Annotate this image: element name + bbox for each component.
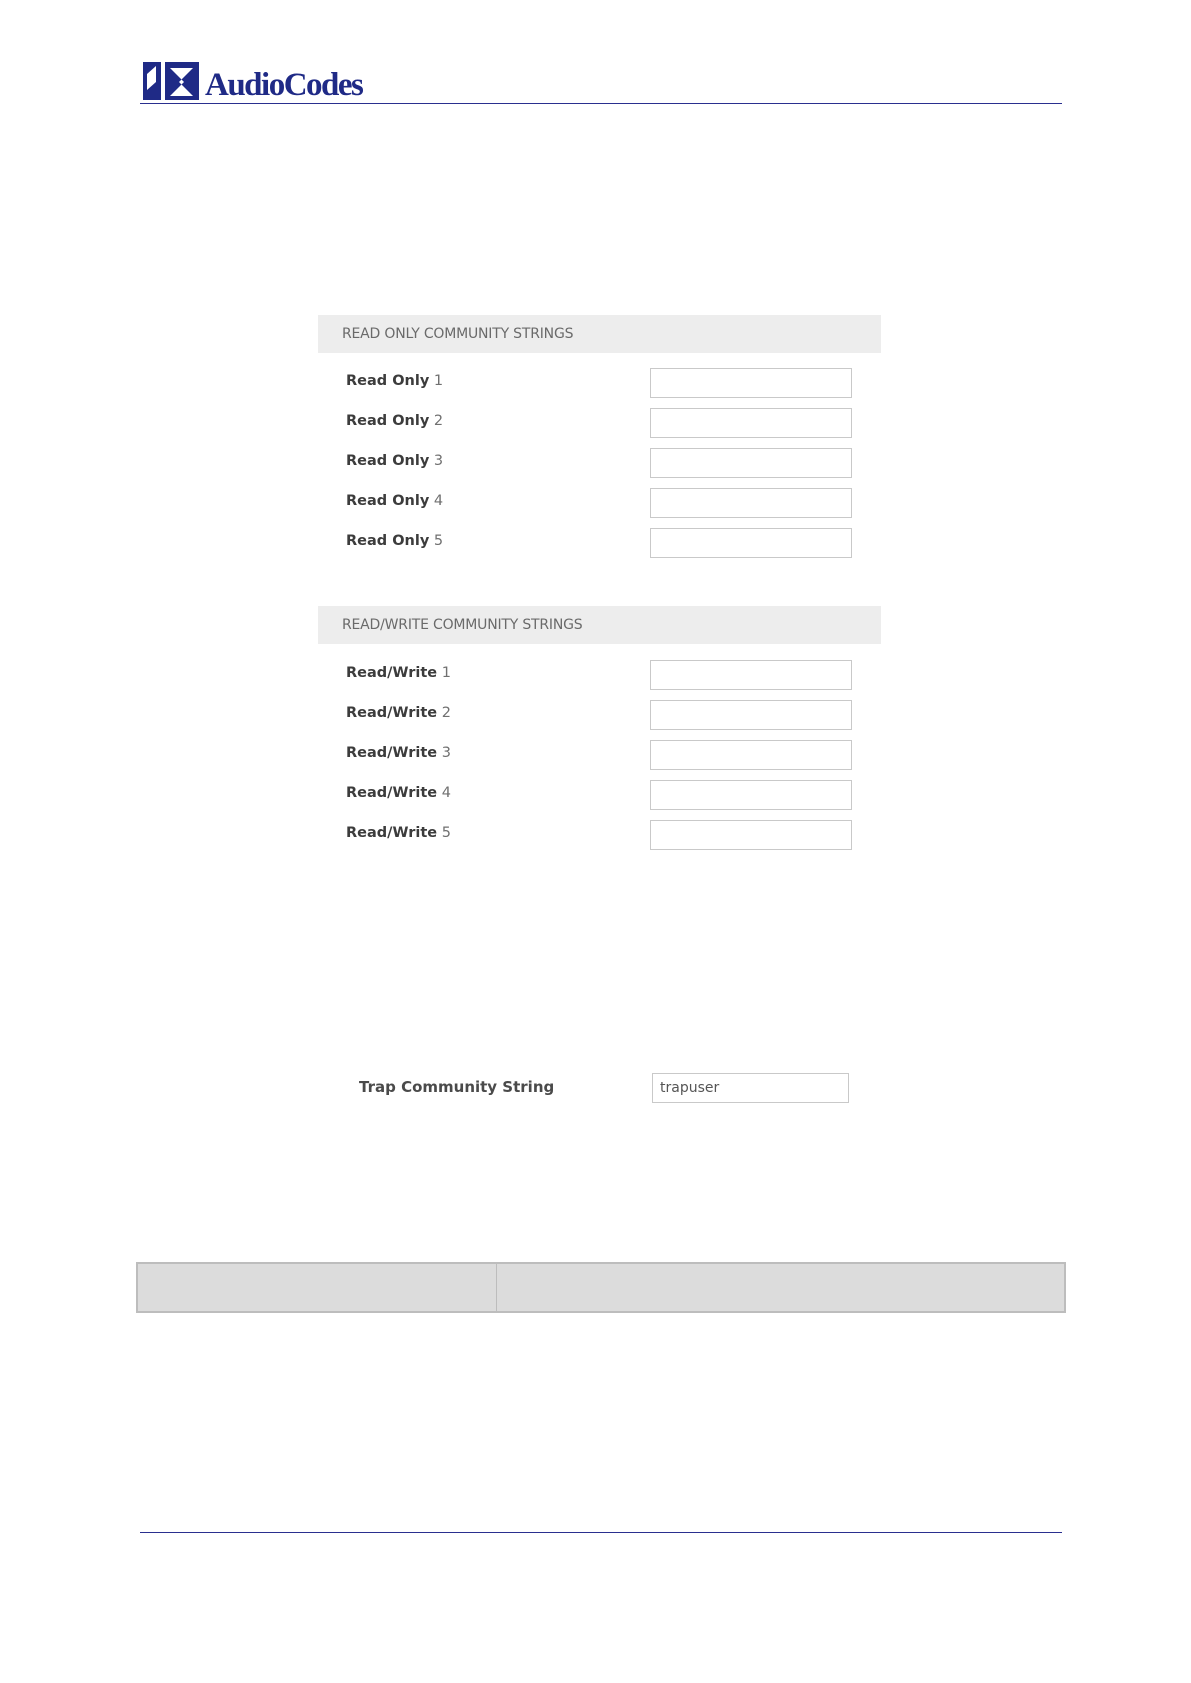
read-only-label-2: Read Only 2 — [346, 413, 444, 429]
read-only-input-5[interactable] — [650, 528, 852, 558]
section-header-read-only: READ ONLY COMMUNITY STRINGS — [318, 315, 881, 353]
read-write-label-3: Read/Write 3 — [346, 745, 451, 761]
read-write-row-2 — [346, 700, 854, 730]
footer-rule — [140, 1532, 1062, 1533]
trap-community-input[interactable] — [652, 1073, 849, 1103]
read-only-input-3[interactable] — [650, 448, 852, 478]
read-only-label-3: Read Only 3 — [346, 453, 444, 469]
table-header-cell-1 — [138, 1264, 497, 1311]
read-write-label-1: Read/Write 1 — [346, 665, 451, 681]
header-rule — [140, 103, 1062, 104]
read-only-label-1: Read Only 1 — [346, 373, 444, 389]
read-only-row-3 — [346, 448, 854, 478]
table-header-cell-2 — [497, 1264, 1064, 1311]
trap-community-row — [359, 1073, 849, 1103]
read-write-input-5[interactable] — [650, 820, 852, 850]
section-header-read-write: READ/WRITE COMMUNITY STRINGS — [318, 606, 881, 644]
read-only-row-1 — [346, 368, 854, 398]
read-only-row-4 — [346, 488, 854, 518]
read-write-input-1[interactable] — [650, 660, 852, 690]
parameter-table-header — [136, 1262, 1066, 1313]
read-only-row-2 — [346, 408, 854, 438]
read-write-row-1 — [346, 660, 854, 690]
read-write-label-5: Read/Write 5 — [346, 825, 451, 841]
read-write-label-2: Read/Write 2 — [346, 705, 451, 721]
read-only-input-2[interactable] — [650, 408, 852, 438]
read-write-input-2[interactable] — [650, 700, 852, 730]
read-write-row-3 — [346, 740, 854, 770]
read-write-label-4: Read/Write 4 — [346, 785, 451, 801]
read-only-input-1[interactable] — [650, 368, 852, 398]
logo-text: AudioCodes — [205, 67, 363, 103]
read-only-label-5: Read Only 5 — [346, 533, 444, 549]
read-write-row-5 — [346, 820, 854, 850]
trap-community-label: Trap Community String — [359, 1078, 555, 1096]
read-only-row-5 — [346, 528, 854, 558]
read-write-input-4[interactable] — [650, 780, 852, 810]
audiocodes-logo-icon — [143, 60, 199, 100]
read-write-row-4 — [346, 780, 854, 810]
read-only-input-4[interactable] — [650, 488, 852, 518]
read-write-input-3[interactable] — [650, 740, 852, 770]
read-only-label-4: Read Only 4 — [346, 493, 444, 509]
audiocodes-logo — [143, 54, 363, 103]
